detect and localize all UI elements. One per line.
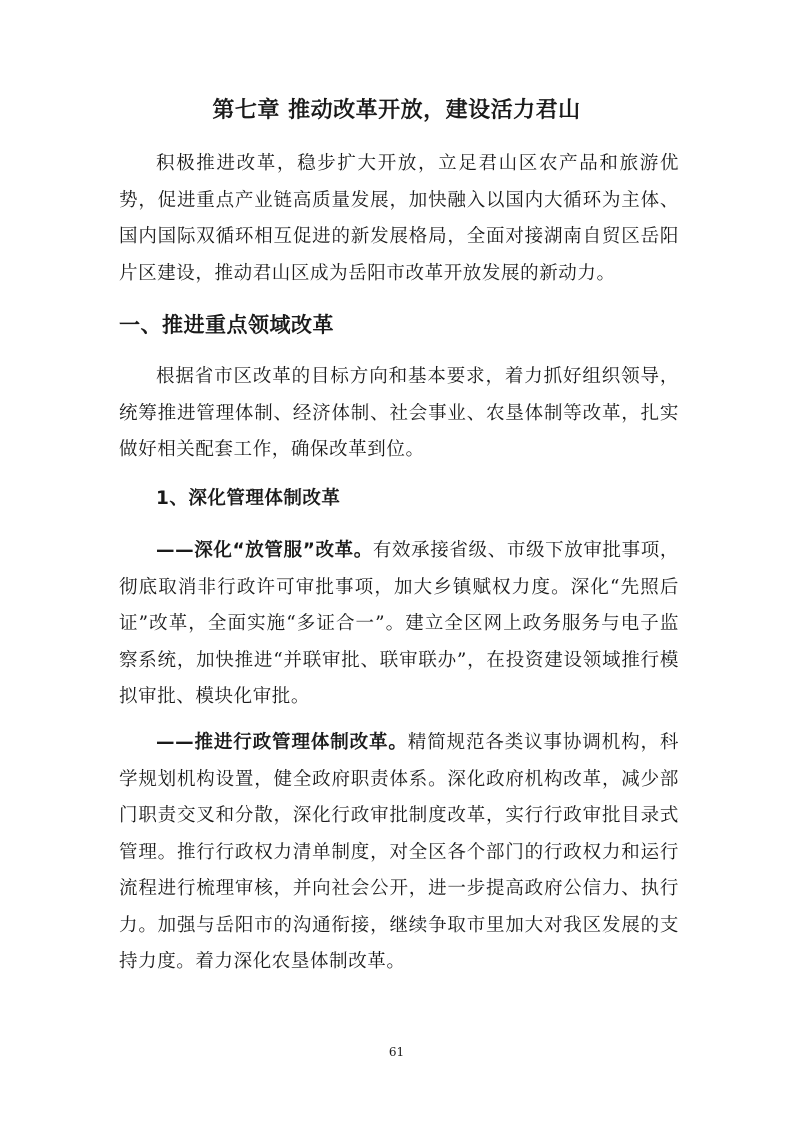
reform-item-paragraph (119, 533, 679, 716)
reform-item-text: 有效承接省级、市级下放审批事项，彻底取消非行政许可审批事项，加大乡镇赋权力度。深化“先照后证”改革，全面实施“多证合一”。建立全区网上政务服务与电子监察系统，加快推进“并联审批、联审联办”，在投资建设领域推行模拟审批、模块化审批。 (119, 540, 679, 707)
section-heading: 一、推进重点领域改革 (119, 313, 334, 337)
subsection-heading: 1、深化管理体制改革 (156, 488, 341, 509)
reform-item-paragraph (119, 725, 679, 981)
section-intro-paragraph: 根据省市区改革的目标方向和基本要求，着力抓好组织领导，统筹推进管理体制、经济体制、社会事业、农垦体制等改革，扎实做好相关配套工作，确保改革到位。 (119, 366, 679, 460)
page-number: 61 (388, 1045, 405, 1059)
chapter-title: 第七章 推动改革开放，建设活力君山 (212, 98, 581, 123)
reform-item-text: 精简规范各类议事协调机构，科学规划机构设置，健全政府职责体系。深化政府机构改革，减少部门职责交叉和分散，深化行政审批制度改革，实行行政审批目录式管理。推行行政权力清单制度，对全区各个部门的行政权力和运行流程进行梳理审核，并向社会公开，进一步提高政府公信力、执行力。加强与岳阳市的沟通衔接，继续争取市里加大对我区发展的支持力度。着力深化农垦体制改革。 (119, 732, 679, 972)
chapter-intro-paragraph: 积极推进改革，稳步扩大开放，立足君山区农产品和旅游优势，促进重点产业链高质量发展，加快融入以国内大循环为主体、国内国际双循环相互促进的新发展格局，全面对接湖南自贸区岳阳片区建设，推动君山区成为岳阳市改革开放发展的新动力。 (119, 153, 679, 284)
reform-item-lead: ——推进行政管理体制改革。 (156, 732, 408, 753)
reform-item-lead: ——深化“放管服”改革。 (156, 540, 373, 561)
